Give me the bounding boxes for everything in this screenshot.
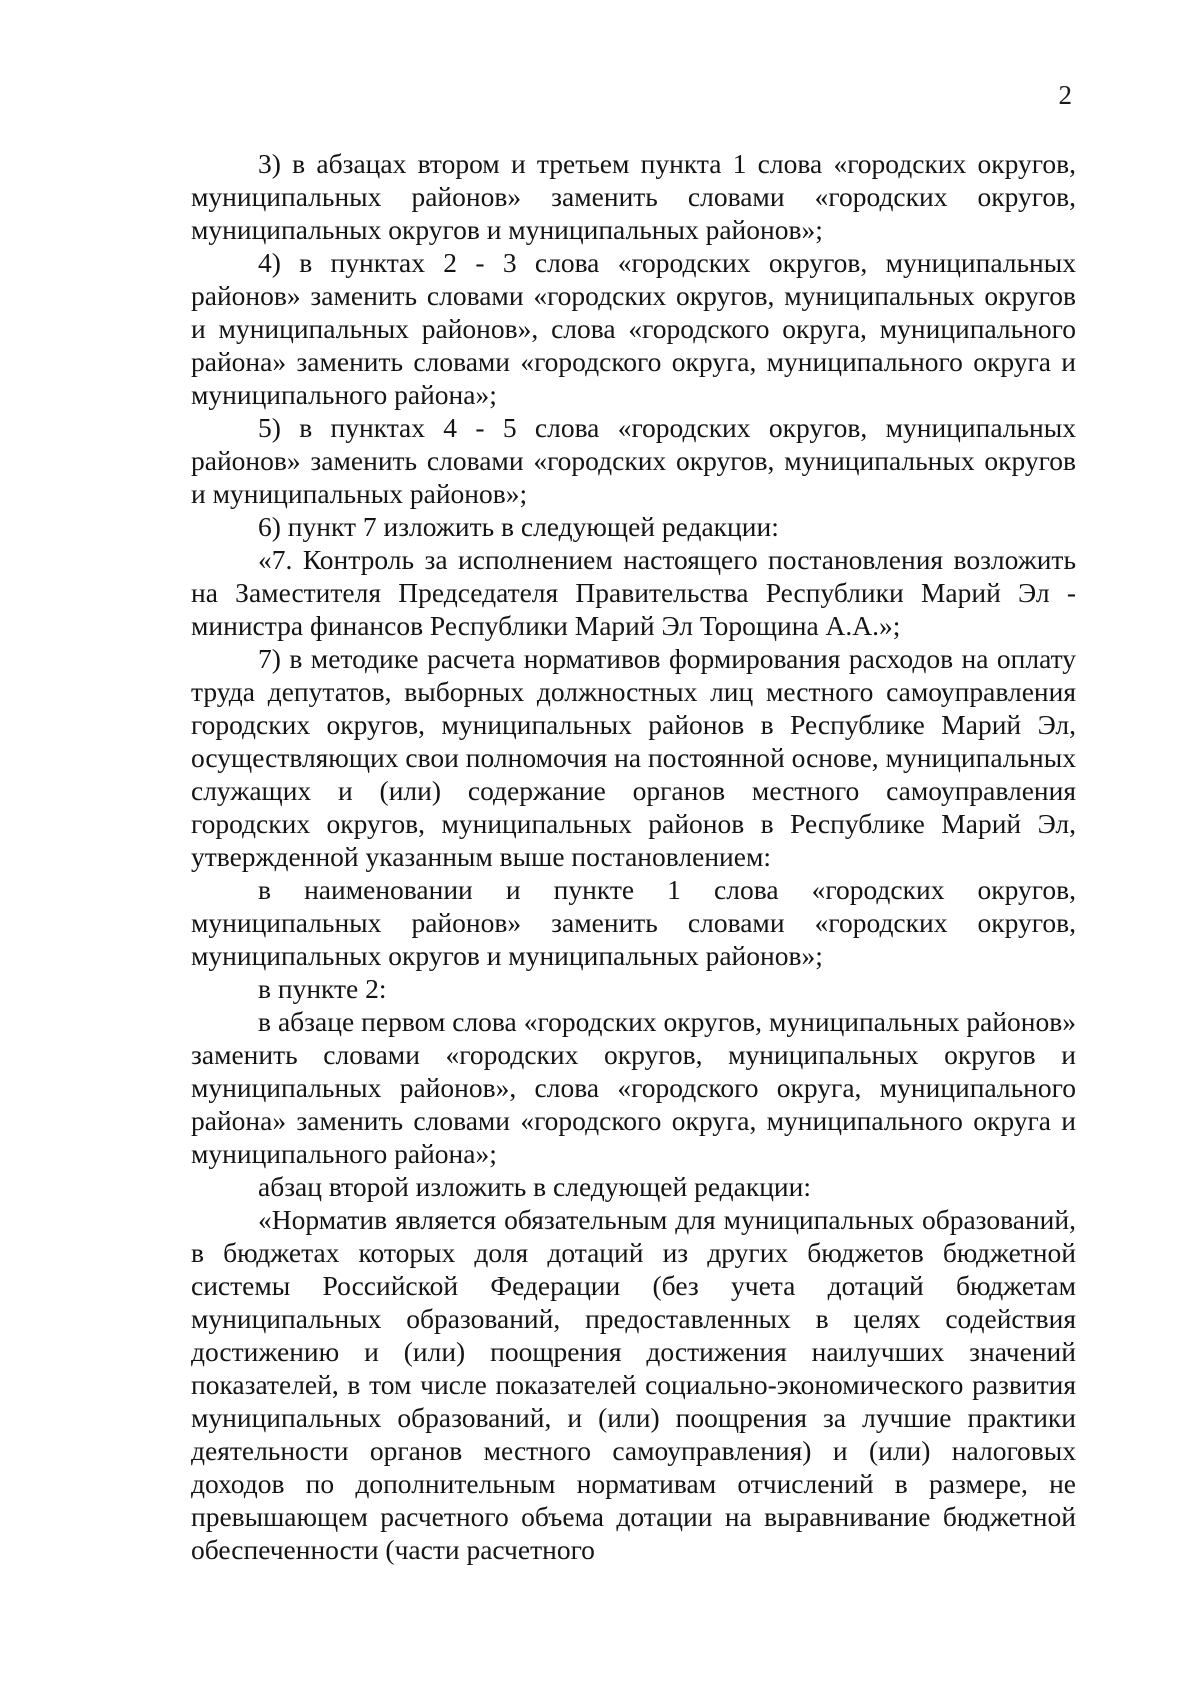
paragraph-item-5: 5) в пунктах 4 - 5 слова «городских округов, муниципальных районов» заменить словами «городских округов, муниципальных округов и муниципальных районов»; — [191, 412, 1076, 509]
paragraph-quoted-clause-7: «7. Контроль за исполнением настоящего постановления возложить на Заместителя Председателя Правительства Республики Марий Эл - министра финансов Республики Марий Эл Торощина А.А.»; — [191, 544, 1076, 641]
paragraph-item-6: 6) пункт 7 изложить в следующей редакции: — [258, 511, 779, 542]
paragraph-item-7: 7) в методике расчета нормативов формирования расходов на оплату труда депутатов, выборных должностных лиц местного самоуправления городских округов, муниципальных районов в Республике Марий Эл, осуществляющих свои полномочия на постоянной основе, муниципальных служащих и (или) содержание органов местного самоуправления городских округов, муниципальных районов в Республике Марий Эл, утвержденной указанным выше постановлением: — [191, 643, 1076, 872]
paragraph-title-and-point-1: в наименовании и пункте 1 слова «городских округов, муниципальных районов» заменить словами «городских округов, муниципальных округов и муниципальных районов»; — [191, 874, 1076, 971]
paragraph-normative-quote: «Норматив является обязательным для муниципальных образований, в бюджетах которых доля дотаций из других бюджетов бюджетной системы Российской Федерации (без учета дотаций бюджетам муниципальных образований, предоставленных в целях содействия достижению и (или) поощрения достижения наилучших значений показателей, в том числе показателей социально-экономического развития муниципальных образований, и (или) поощрения за лучшие практики деятельности органов местного самоуправления) и (или) налоговых доходов по дополнительным нормативам отчислений в размере, не превышающем расчетного объема дотации на выравнивание бюджетной обеспеченности (части расчетного — [191, 1204, 1076, 1565]
page-number: 2 — [1058, 80, 1072, 110]
paragraph-item-3: 3) в абзацах втором и третьем пункта 1 слова «городских округов, муниципальных районов» заменить словами «городских округов, муниципальных округов и муниципальных районов»; — [191, 148, 1076, 245]
paragraph-second-subparagraph-intro: абзац второй изложить в следующей редакции: — [258, 1171, 812, 1202]
paragraph-point-2-heading: в пункте 2: — [258, 973, 387, 1004]
paragraph-first-subparagraph: в абзаце первом слова «городских округов, муниципальных районов» заменить словами «городских округов, муниципальных округов и муниципальных районов», слова «городского округа, муниципального района» заменить словами «городского округа, муниципального округа и муниципального района»; — [191, 1006, 1076, 1169]
document-body — [191, 147, 1076, 1566]
paragraph-item-4: 4) в пунктах 2 - 3 слова «городских округов, муниципальных районов» заменить словами «городских округов, муниципальных округов и муниципальных районов», слова «городского округа, муниципального района» заменить словами «городского округа, муниципального округа и муниципального района»; — [191, 247, 1076, 410]
